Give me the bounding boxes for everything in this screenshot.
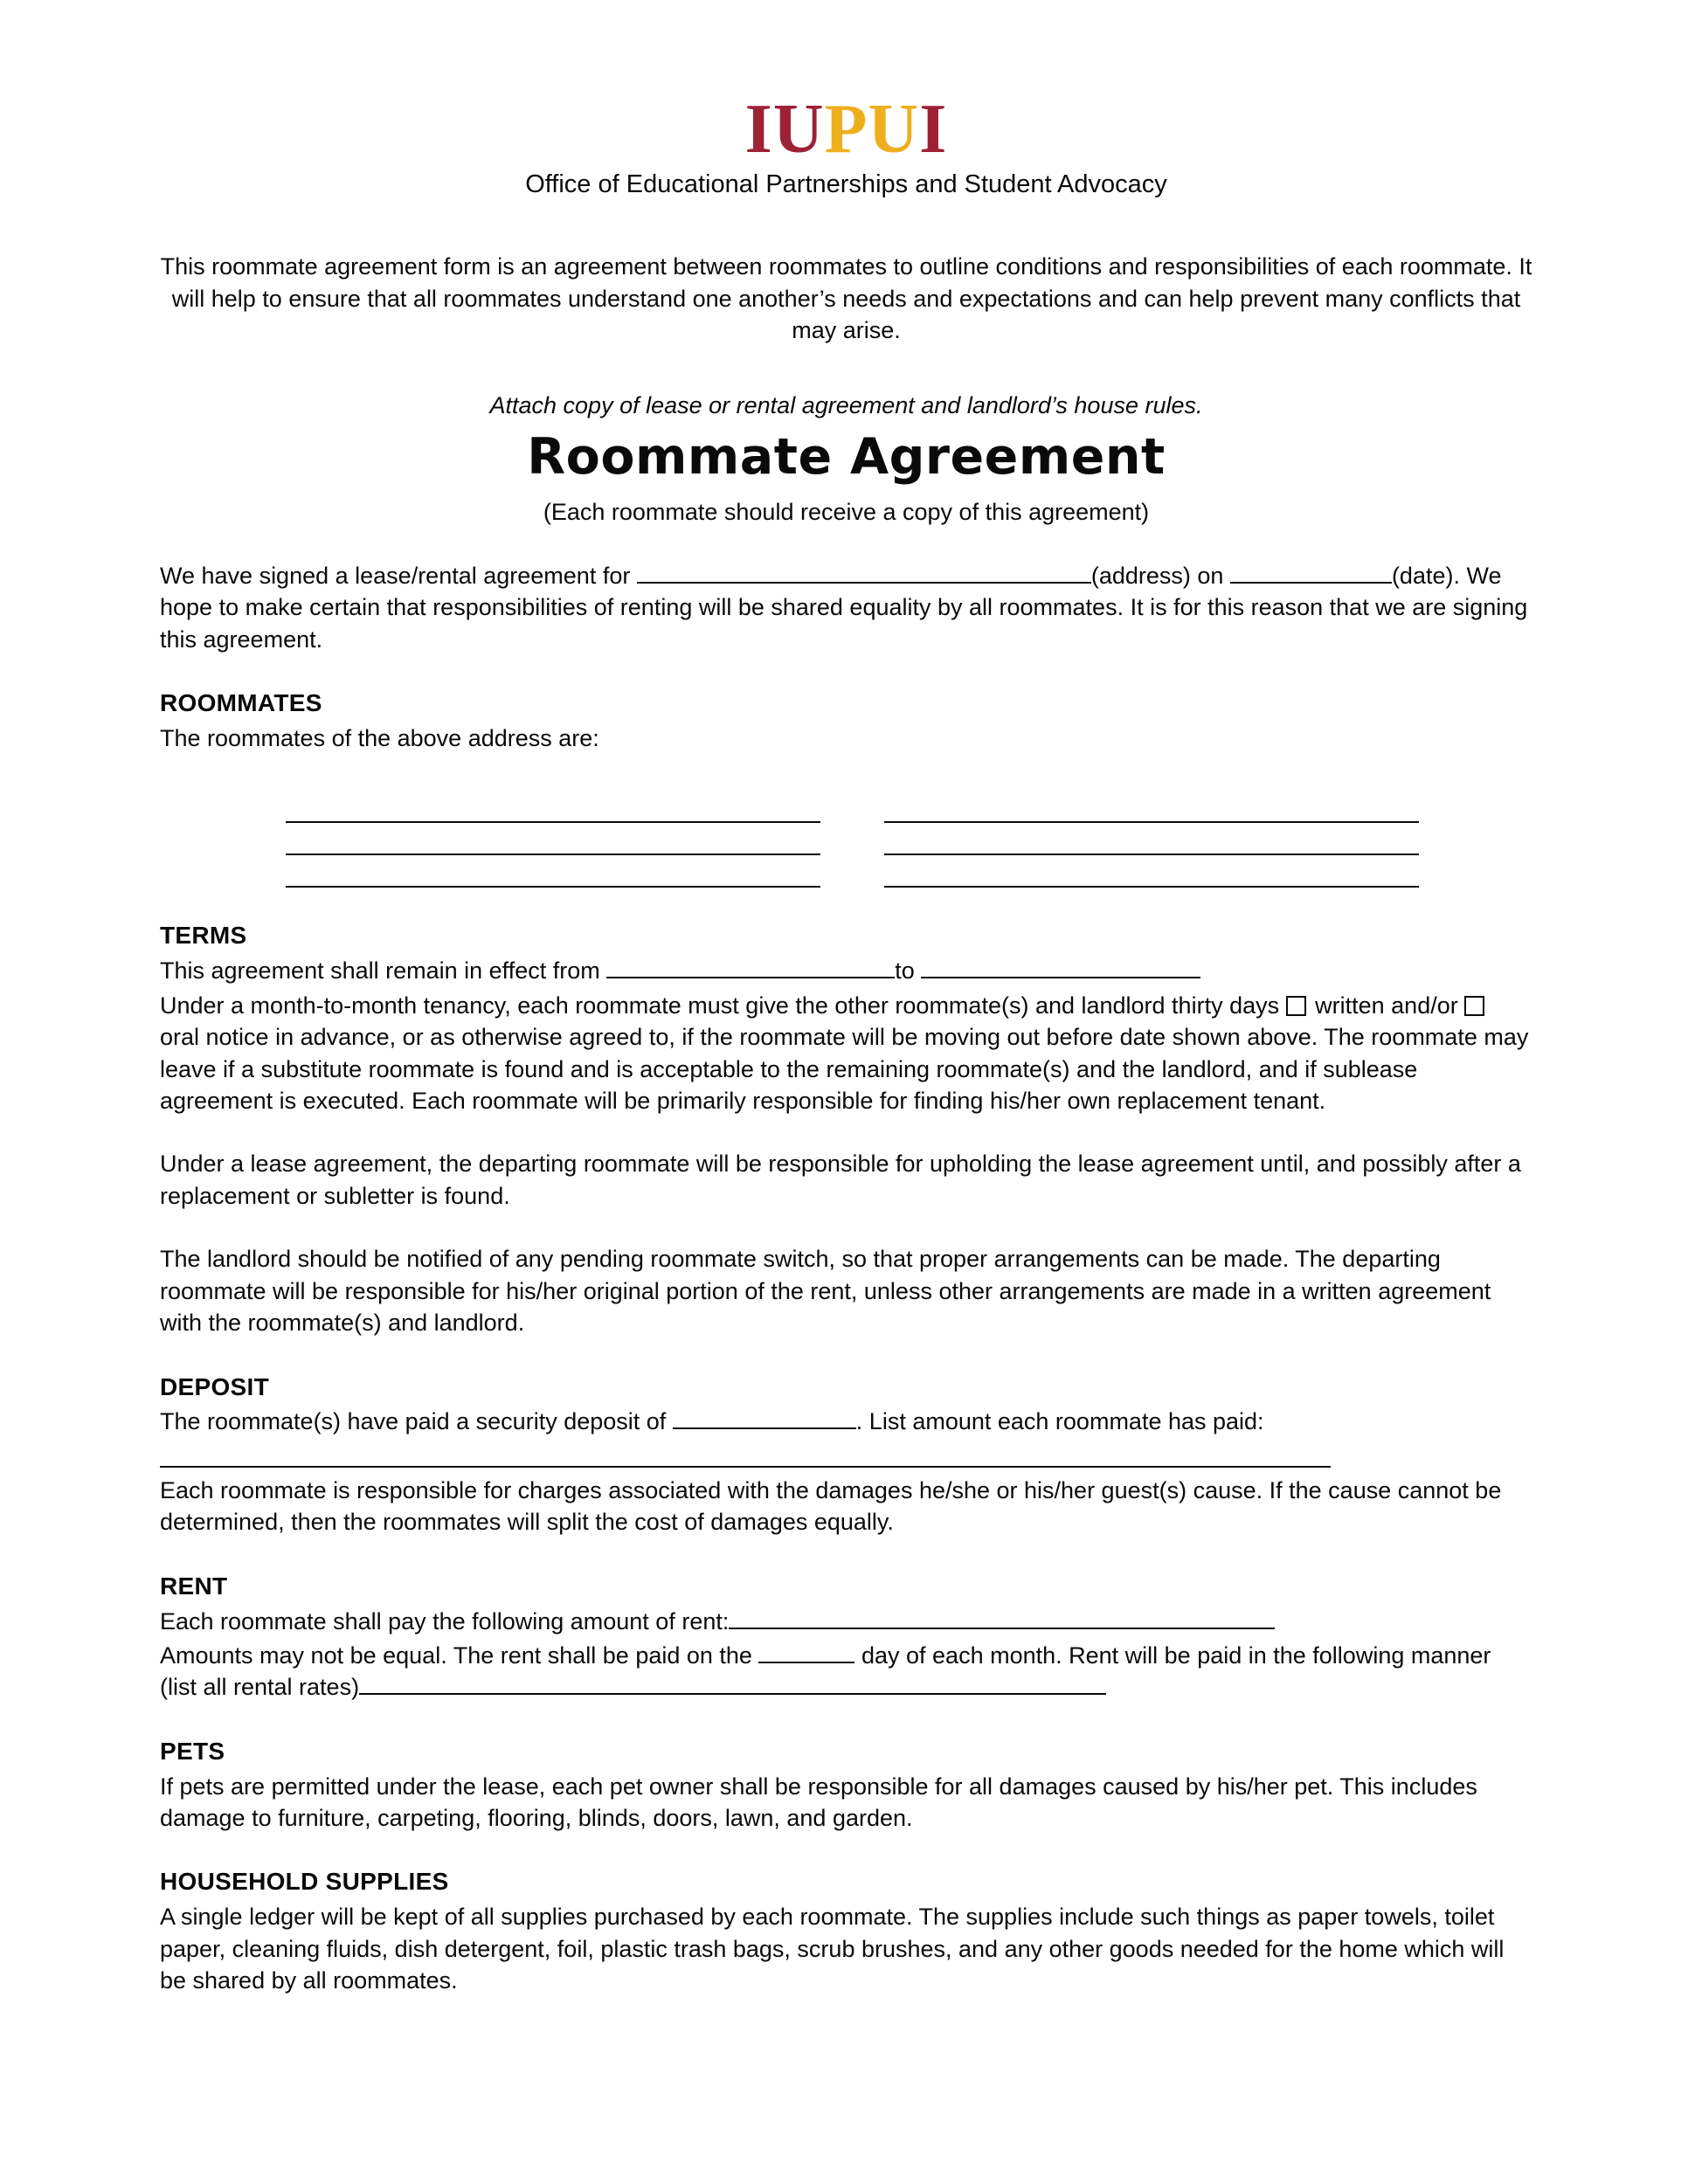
- rent-payment-line: [160, 1640, 1532, 1704]
- roommate-name-blank-2[interactable]: [884, 821, 1419, 823]
- terms-notice-text-2: written and/or: [1315, 992, 1458, 1019]
- terms-heading: TERMS: [160, 922, 247, 950]
- iupui-logo: [160, 91, 1532, 168]
- rent-manner-blank[interactable]: [359, 1693, 1106, 1695]
- terms-lease-paragraph: Under a lease agreement, the departing roommate will be responsible for upholding the lease agreement until, and possibly after a replacement or subletter is found.: [160, 1151, 1521, 1209]
- document-title: Roommate Agreement: [527, 427, 1166, 486]
- rent-heading: RENT: [160, 1572, 228, 1600]
- rent-amount-line: [160, 1606, 1532, 1637]
- deposit-text-2: . List amount each roommate has paid:: [855, 1408, 1264, 1435]
- roommate-name-blank-5[interactable]: [286, 886, 820, 888]
- terms-duration-text-2: to: [895, 957, 915, 985]
- roommate-name-blank-1[interactable]: [286, 821, 820, 823]
- section-household-supplies: [160, 1865, 1532, 1996]
- roommate-blank-row: [286, 823, 1532, 855]
- section-terms: [160, 919, 1532, 1338]
- oral-notice-checkbox[interactable]: [1464, 996, 1484, 1016]
- term-start-date-blank[interactable]: [606, 977, 895, 978]
- rent-payment-text-1: Amounts may not be equal. The rent shall be paid on the: [160, 1641, 752, 1669]
- roommate-name-blank-4[interactable]: [884, 854, 1419, 855]
- pets-heading: PETS: [160, 1737, 225, 1765]
- document-header: [160, 91, 1532, 202]
- terms-notice-text-3: oral notice in advance, or as otherwise agreed to, if the roommate will be moving out before date shown above. The roommate may leave if a substitute roommate is found and is acceptable to the remaining roommate(s) and the landlord, and if sublease agreement is executed. Each roommate will be primarily responsible for finding his/her own replacement tenant.: [160, 1024, 1529, 1114]
- terms-notice-paragraph: [160, 990, 1532, 1117]
- section-pets: [160, 1735, 1532, 1835]
- household-supplies-paragraph: A single ledger will be kept of all supplies purchased by each roommate. The supplies include such things as paper towels, toilet paper, cleaning fluids, dish detergent, foil, plastic trash bags, scrub brushes, and any other goods needed for the home which will be shared by all roommates.: [160, 1904, 1505, 1994]
- roommate-name-blanks: [160, 791, 1532, 888]
- intro-paragraph: This roommate agreement form is an agreement between roommates to outline conditions and responsibilities of each roommate. It will help to ensure that all roommates understand one another’s needs and expectations and can help prevent many conflicts that may arise.: [160, 253, 1532, 344]
- lease-text-1: We have signed a lease/rental agreement for: [160, 562, 631, 589]
- roommate-blank-row: [286, 791, 1532, 823]
- term-end-date-blank[interactable]: [921, 977, 1200, 978]
- logo-letters-iu: IU: [744, 91, 825, 168]
- deposit-amount-blank[interactable]: [673, 1427, 856, 1429]
- roommates-heading: ROOMMATES: [160, 689, 322, 717]
- pets-paragraph: If pets are permitted under the lease, each pet owner shall be responsible for all damages caused by his/her pet. This includes damage to furniture, carpeting, flooring, blinds, doors, lawn, and garden.: [160, 1773, 1477, 1832]
- attach-instruction: Attach copy of lease or rental agreement and landlord’s house rules.: [489, 392, 1203, 419]
- written-notice-checkbox[interactable]: [1286, 996, 1306, 1016]
- section-roommates: [160, 687, 1532, 888]
- logo-letters-pu: PU: [824, 91, 920, 168]
- lease-statement: [160, 560, 1532, 655]
- terms-notice-text-1: Under a month-to-month tenancy, each roommate must give the other roommate(s) and landlord thirty days: [160, 992, 1280, 1019]
- section-rent: [160, 1570, 1532, 1704]
- rent-day-blank[interactable]: [758, 1662, 854, 1663]
- deposit-amounts-list-blank[interactable]: [160, 1466, 1331, 1468]
- household-supplies-heading: HOUSEHOLD SUPPLIES: [160, 1868, 449, 1896]
- terms-landlord-paragraph: The landlord should be notified of any pending roommate switch, so that proper arrangements can be made. The departing roommate will be responsible for his/her original portion of the rent, unless other arrangements are made in a written agreement with the roommate(s) and landlord.: [160, 1246, 1491, 1337]
- roommate-name-blank-6[interactable]: [884, 886, 1419, 888]
- lease-text-2: (address) on: [1090, 562, 1224, 589]
- rent-payment-text-2: day of each month. Rent will be paid in the following manner (list all rental rates): [160, 1641, 1491, 1701]
- roommate-name-blank-3[interactable]: [286, 854, 820, 855]
- roommates-intro: The roommates of the above address are:: [160, 724, 599, 751]
- deposit-line: [160, 1406, 1532, 1437]
- logo-letter-i: I: [919, 91, 948, 168]
- roommate-blank-row: [286, 855, 1532, 888]
- date-blank[interactable]: [1230, 582, 1392, 584]
- deposit-paragraph: Each roommate is responsible for charges associated with the damages he/she or his/her guest(s) cause. If the cause cannot be determined, then the roommates will split the cost of damages equally.: [160, 1476, 1502, 1536]
- terms-duration-text-1: This agreement shall remain in effect from: [160, 957, 600, 985]
- title-note: (Each roommate should receive a copy of this agreement): [543, 499, 1150, 526]
- rent-amount-text: Each roommate shall pay the following amount of rent:: [160, 1607, 730, 1635]
- terms-duration-line: [160, 955, 1532, 986]
- deposit-text-1: The roommate(s) have paid a security deposit of: [160, 1408, 667, 1435]
- address-blank[interactable]: [637, 582, 1091, 584]
- rent-amount-blank[interactable]: [729, 1628, 1275, 1629]
- deposit-heading: DEPOSIT: [160, 1372, 270, 1400]
- section-deposit: [160, 1371, 1532, 1538]
- office-name: Office of Educational Partnerships and Student Advocacy: [525, 170, 1167, 198]
- lease-text-3: (date). We hope to make certain that responsibilities of renting will be shared equality by all roommates. It is for this reason that we are signing this agreement.: [160, 562, 1528, 653]
